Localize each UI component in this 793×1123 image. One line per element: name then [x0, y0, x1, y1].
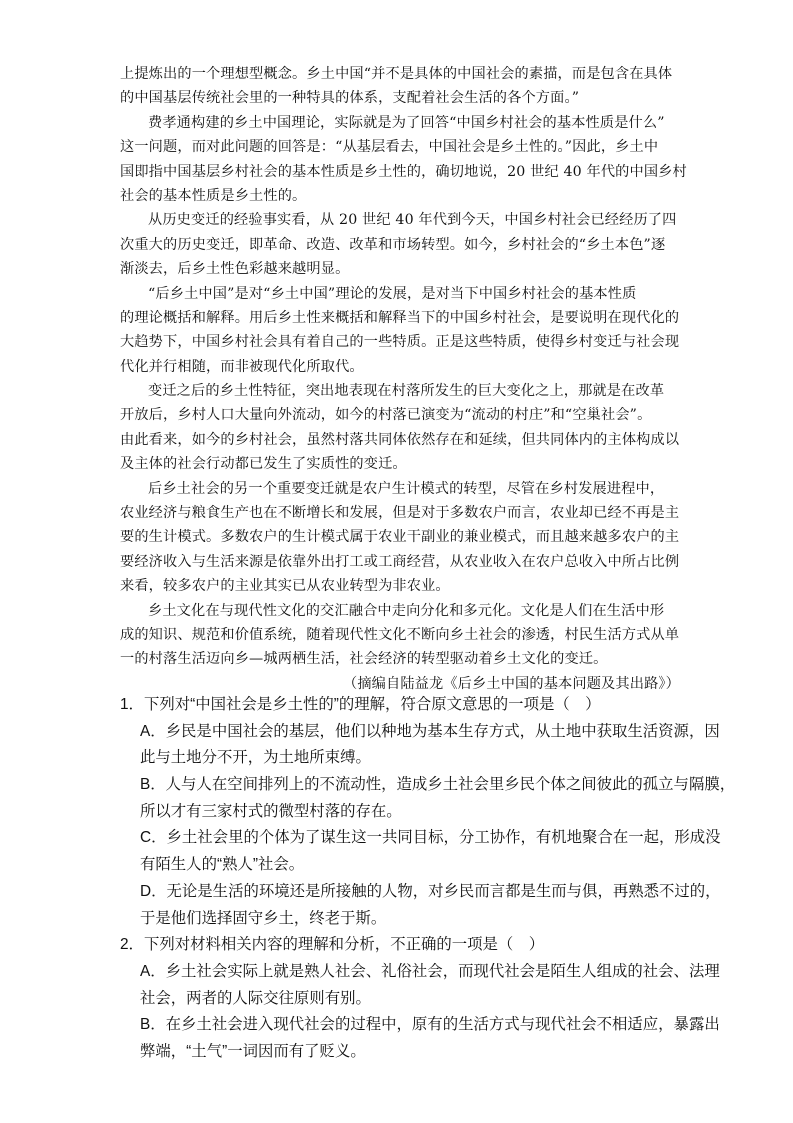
option-line: 弊端，“土气”一词因而有了贬义。	[140, 1042, 366, 1060]
question-stem	[120, 932, 680, 959]
passage-line: “后乡土中国”是对“乡土中国”理论的发展，是对当下中国乡村社会的基本性质	[148, 285, 637, 302]
passage-line: 一的村落生活迈向乡—城两栖生活，社会经济的转型驱动着乡土文化的变迁。	[120, 651, 608, 668]
passage-line: 的中国基层传统社会里的一种特具的体系，支配着社会生活的各个方面。”	[120, 90, 580, 107]
passage-line: 国即指中国基层乡村社会的基本性质是乡土性的，确切地说，20 世纪 40 年代的中国乡村	[120, 163, 687, 180]
reading-passage	[120, 62, 687, 696]
passage-line: 来看，较多农户的主业其实已从农业转型为非农业。	[120, 578, 450, 595]
option-line: 于是他们选择固守乡土，终老于斯。	[140, 909, 387, 927]
question-list	[120, 692, 736, 1066]
answer-option	[120, 879, 721, 932]
passage-line: 成的知识、规范和价值系统，随着现代性文化不断向乡土社会的渗透，村民生活方式从单	[120, 626, 680, 643]
passage-line: 上提炼出的一个理想型概念。乡土中国“并不是具体的中国社会的素描，而是包含在具体	[120, 66, 673, 82]
passage-line: 乡土文化在与现代性文化的交汇融合中走向分化和多元化。文化是人们在生活中形	[148, 602, 665, 619]
option-line: 所以才有三家村式的微型村落的存在。	[140, 802, 402, 820]
question-line: 2．下列对材料相关内容的理解和分析，不正确的一项是（ ）	[120, 936, 545, 954]
option-line: B．在乡土社会进入现代社会的过程中，原有的生活方式与现代社会不相适应，暴露出	[140, 1016, 720, 1034]
answer-option	[120, 719, 720, 772]
option-line: C．乡土社会里的个体为了谋生这一共同目标，分工协作，有机地聚合在一起，形成没	[140, 829, 721, 847]
passage-line: 要的生计模式。多数农户的生计模式属于农业干副业的兼业模式，而且越来越多农户的主	[120, 529, 680, 546]
option-line: 社会，两者的人际交往原则有别。	[140, 989, 371, 1007]
passage-line: 这一问题，而对此问题的回答是：“从基层看去，中国社会是乡土性的。”因此，乡土中	[120, 139, 659, 156]
option-line: B．人与人在空间排列上的不流动性，造成乡土社会里乡民个体之间彼此的孤立与隔膜，	[140, 776, 736, 794]
passage-line: 社会的基本性质是乡土性的。	[120, 187, 307, 204]
option-line: A．乡民是中国社会的基层，他们以种地为基本生存方式，从土地中获取生活资源，因	[140, 722, 720, 740]
option-line: D．无论是生活的环境还是所接触的人物，对乡民而言都是生而与俱，再熟悉不过的，	[140, 882, 721, 900]
question-line: 1．下列对“中国社会是乡土性的”的理解，符合原文意思的一项是（ ）	[120, 696, 601, 713]
answer-option	[120, 772, 736, 825]
passage-line: 开放后，乡村人口大量向外流动，如今的村落已演变为“流动的村庄”和“空巢社会”。	[120, 407, 652, 424]
passage-line: 次重大的历史变迁，即革命、改造、改革和市场转型。如今，乡村社会的“乡土本色”逐	[120, 236, 666, 253]
answer-option	[120, 1012, 720, 1065]
passage-line: 费孝通构建的乡土中国理论，实际就是为了回答“中国乡村社会的基本性质是什么”	[148, 114, 665, 131]
passage-line: 农业经济与粮食生产也在不断增长和发展，但是对于多数农户而言，农业却已经不再是主	[120, 505, 680, 522]
passage-line: 后乡土社会的另一个重要变迁就是农户生计模式的转型，尽管在乡村发展进程中，	[148, 480, 665, 497]
option-line: 此与土地分不开，为土地所束缚。	[140, 749, 371, 767]
answer-option	[120, 825, 721, 878]
question-stem	[120, 692, 680, 719]
passage-line: 及主体的社会行动都已发生了实质性的变迁。	[120, 456, 407, 473]
answer-option	[120, 959, 720, 1012]
source-citation: （摘编自陆益龙《后乡土中国的基本问题及其出路》）	[342, 675, 680, 692]
passage-line: 要经济收入与生活来源是依靠外出打工或工商经营，从农业收入在农户总收入中所占比例	[120, 553, 680, 570]
passage-line: 代化并行相随，而非被现代化所取代。	[120, 358, 364, 375]
passage-line: 的理论概括和解释。用后乡土性来概括和解释当下的中国乡村社会，是要说明在现代化的	[120, 309, 680, 326]
option-line: 有陌生人的“熟人”社会。	[140, 856, 305, 874]
passage-line: 由此看来，如今的乡村社会，虽然村落共同体依然存在和延续，但共同体内的主体构成以	[120, 431, 680, 448]
passage-line: 大趋势下，中国乡村社会具有着自己的一些特质。正是这些特质，使得乡村变迁与社会现	[120, 334, 680, 351]
passage-line: 渐淡去，后乡土性色彩越来越明显。	[120, 261, 350, 278]
passage-line: 变迁之后的乡土性特征，突出地表现在村落所发生的巨大变化之上，那就是在改革	[148, 383, 665, 400]
passage-line: 从历史变迁的经验事实看，从 20 世纪 40 年代到今天，中国乡村社会已经经历了四	[148, 212, 677, 229]
option-line: A．乡土社会实际上就是熟人社会、礼俗社会，而现代社会是陌生人组成的社会、法理	[140, 962, 720, 980]
